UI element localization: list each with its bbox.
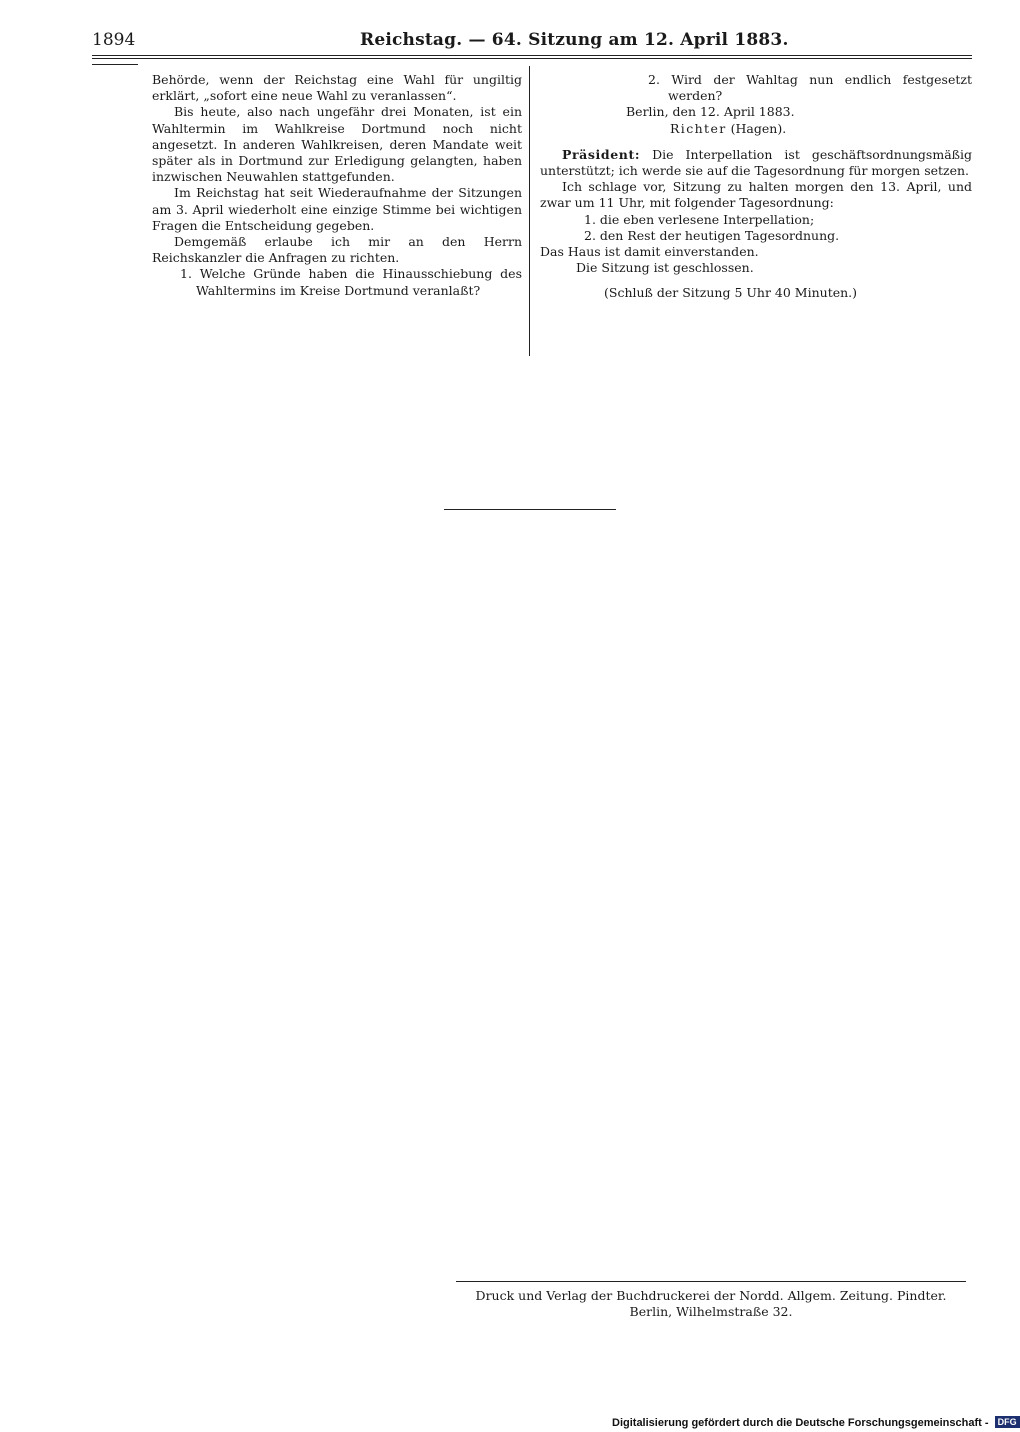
session-end-time: (Schluß der Sitzung 5 Uhr 40 Minuten.) xyxy=(604,285,858,301)
printer-line-1: Druck und Verlag der Buchdruckerei der Nordd. Allgem. Zeitung. Pindter. xyxy=(475,1288,947,1303)
header-rule-double xyxy=(92,58,972,59)
agenda-item-1: 1. die eben verlesene Interpellation; xyxy=(584,211,815,227)
question-2: 2. Wird der Wahltag nun endlich festgesetzt werden? xyxy=(648,72,972,104)
printer-line-2: Berlin, Wilhelmstraße 32. xyxy=(629,1303,793,1319)
closing-rule xyxy=(444,509,616,510)
president-text: Die Interpellation ist geschäftsordnungsmäßig unterstützt; ich werde sie auf die Tagesordnung für morgen setzen. xyxy=(540,146,972,179)
dfg-logo: DFG xyxy=(995,1416,1020,1428)
page-number: 1894 xyxy=(92,30,136,50)
paragraph-behoerde: Behörde, wenn der Reichstag eine Wahl für ungiltig erklärt, „sofort eine neue Wahl zu veranlassen“. xyxy=(152,72,522,104)
digitization-credit xyxy=(612,1416,1020,1429)
right-column xyxy=(540,72,972,302)
dateline: Berlin, den 12. April 1883. xyxy=(626,104,795,120)
left-column xyxy=(152,72,522,299)
printer-imprint xyxy=(456,1288,966,1319)
signature-place: (Hagen). xyxy=(730,120,787,136)
printer-rule xyxy=(456,1281,966,1282)
paragraph-demgemaess: Demgemäß erlaube ich mir an den Herrn Reichskanzler die Anfragen zu richten. xyxy=(152,234,522,266)
house-agreement: Das Haus ist damit einverstanden. xyxy=(540,244,759,260)
question-1: 1. Welche Gründe haben die Hinausschiebung des Wahltermins im Kreise Dortmund veranlaßt? xyxy=(180,266,522,298)
paragraph-im-reichstag: Im Reichstag hat seit Wiederaufnahme der Sitzungen am 3. April wiederholt eine einzige Stimme bei wichtigen Fragen die Entscheidung gegeben. xyxy=(152,185,522,233)
session-closed: Die Sitzung ist geschlossen. xyxy=(576,260,754,276)
header-rule xyxy=(92,55,972,56)
paragraph-bis-heute: Bis heute, also nach ungefähr drei Monaten, ist ein Wahltermin im Wahlkreise Dortmund noch nicht angesetzt. In anderen Wahlkreisen, deren Mandate weit später als in Dortmund zur Erledigung gelangten, haben inzwischen Neuwahlen stattgefunden. xyxy=(152,104,522,185)
agenda-item-2: 2. den Rest der heutigen Tagesordnung. xyxy=(584,227,840,243)
president-statement xyxy=(540,147,972,179)
speaker-label: Präsident: xyxy=(562,146,641,162)
column-divider xyxy=(529,66,530,356)
running-head: Reichstag. — 64. Sitzung am 12. April 1883. xyxy=(360,30,789,50)
page-number-underline xyxy=(92,64,138,65)
signature xyxy=(540,121,972,137)
signature-name: Richter xyxy=(670,120,727,136)
session-proposal: Ich schlage vor, Sitzung zu halten morgen den 13. April, und zwar um 11 Uhr, mit folgender Tagesordnung: xyxy=(540,179,972,211)
credit-text: Digitalisierung gefördert durch die Deutsche Forschungsgemeinschaft - xyxy=(612,1417,989,1429)
